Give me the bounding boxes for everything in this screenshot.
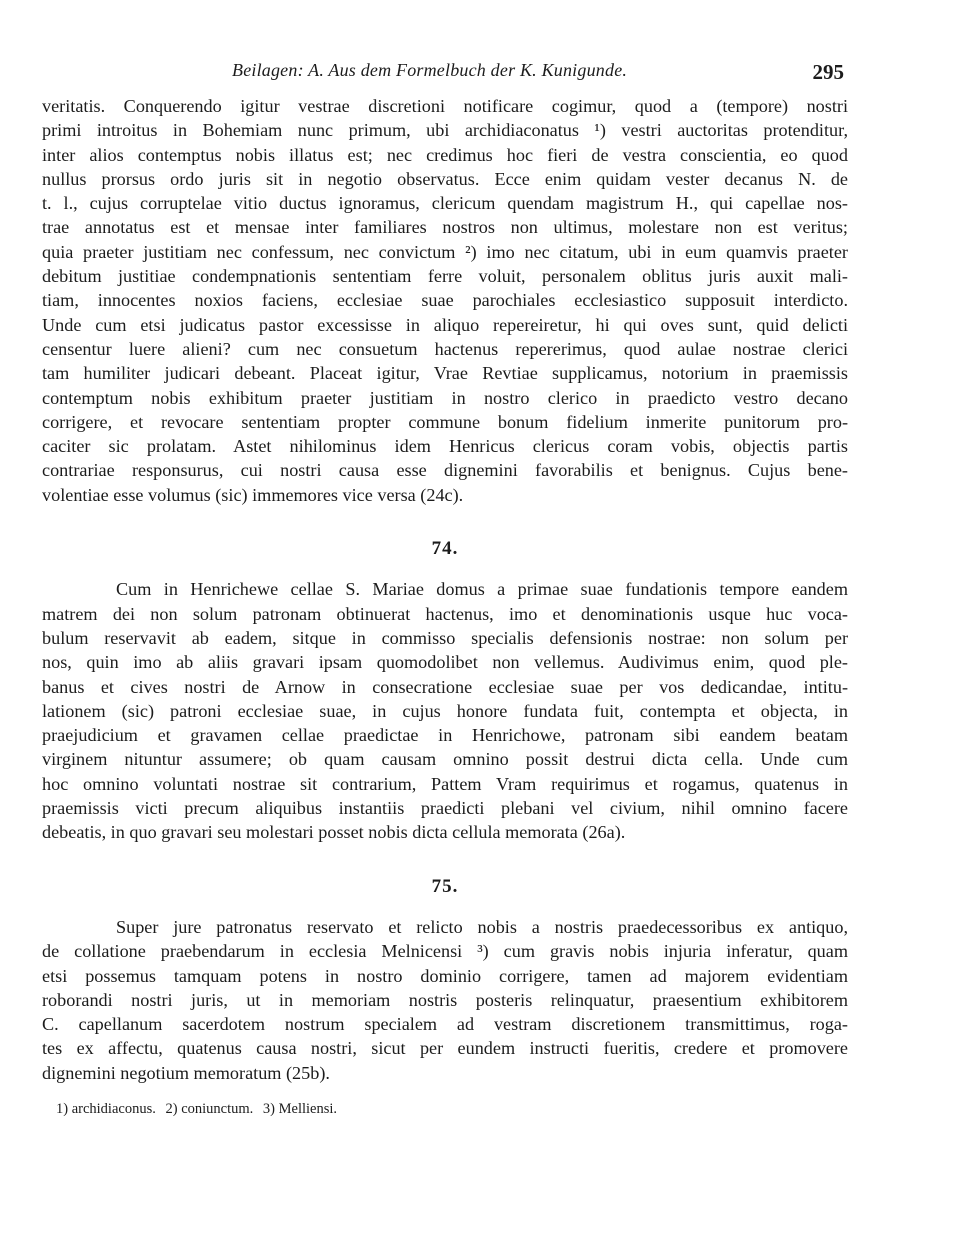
text-line: tes ex affectu, quatenus causa nostri, sicut per eundem instructi fueritis, credere et promovere xyxy=(42,1038,848,1059)
book-page xyxy=(42,60,848,1119)
text-line: contrariae responsurus, cui nostri causa esse dignemini favorabilis et benignus. Cujus bene- xyxy=(42,460,848,481)
text-line: debeatis, in quo gravari seu molestari posset nobis dicta cellula memorata (26a). xyxy=(42,822,626,843)
text-line: dignemini negotium memoratum (25b). xyxy=(42,1062,330,1083)
text-line: praejudicium et gravamen cellae praedictae in Henrichowe, patronam sibi eandem beatam xyxy=(42,725,848,746)
text-line: veritatis. Conquerendo igitur vestrae discretioni notificare cogimur, quod a (tempore) nostri xyxy=(42,96,848,116)
text-line: corrigere, et revocare sententiam propter commune bonum fidelium inmerite punitorum pro- xyxy=(42,411,848,432)
footnote-2: 2) coniunctum. xyxy=(165,1100,254,1117)
text-line: primi introitus in Bohemiam nunc primum, ubi archidiaconatus ¹) vestri auctoritas protenditur, xyxy=(42,120,848,141)
text-line: Unde cum etsi judicatus pastor excessisse in aliquo repereiretur, hi qui oves sunt, quid delicti xyxy=(42,314,848,335)
text-line: debitum justitiae condempnationis sententiam ferre voluit, personalem oblitus juris auxit mali- xyxy=(42,266,848,287)
running-head xyxy=(42,60,848,90)
text-line: quia praeter justitiam nec confessum, nec convictum ²) imo nec citatum, ubi in eum quamvis praeter xyxy=(42,241,848,262)
text-line: Cum in Henrichewe cellae S. Mariae domus a primae suae fundationis tempore eandem xyxy=(116,579,848,600)
section-heading-75: 75. xyxy=(431,875,459,897)
footnote-1: 1) archidiaconus. xyxy=(56,1100,156,1117)
text-line: contemptum nobis exhibitum praeter justitiam in nostro clerico in praedicto vestro decano xyxy=(42,387,848,408)
text-line: trae annotatus est et mensae inter familiares nostros non ultimus, molestare non est veritus; xyxy=(42,217,848,238)
paragraph-75 xyxy=(42,915,848,1085)
text-line: praemissis victi precum aliquibus instantiis praedicti plebani vel civium, nihil omnino facere xyxy=(42,798,848,819)
text-line: nos, quin imo ab aliis gravari ipsam quomodolibet non vellemus. Audivimus enim, quod ple- xyxy=(42,652,848,673)
text-line: inter alios contemptus nobis illatus est; nec credimus hoc fieri de vestra conscientia, eo quod xyxy=(42,144,848,165)
text-line: C. capellanum sacerdotem nostrum specialem ad vestram discretionem transmittimus, roga- xyxy=(42,1014,848,1035)
text-line: virginem nituntur assumere; ob quam causam omnino possit destrui dicta cella. Unde cum xyxy=(42,749,848,770)
paragraph-intro xyxy=(42,94,848,507)
text-line: bulum reservavit ab eadem, sitque in commisso specialis defensionis nostrae: non solum per xyxy=(42,627,848,648)
text-line: volentiae esse volumus (sic) immemores vice versa (24c). xyxy=(42,484,464,505)
text-line: hoc omnino voluntati nostrae sit contrarium, Pattem Vram requirimus et rogamus, quatenus in xyxy=(42,773,848,794)
footnotes xyxy=(42,1099,848,1119)
text-line: de collatione praebendarum in ecclesia Melnicensi ³) cum gravis nobis injuria inferatur, quam xyxy=(42,941,848,962)
text-line: matrem dei non solum patronam obtinuerat hactenus, imo et denominationis usque huc voca- xyxy=(42,603,848,624)
footnote-3: 3) Melliensi. xyxy=(262,1100,338,1117)
section-heading-74: 74. xyxy=(431,538,459,560)
text-line: tiam, innocentes noxios faciens, ecclesiae suae parochiales ecclesiastico supposuit interdicto. xyxy=(42,290,848,311)
text-line: banus et cives nostri de Arnow in consecratione ecclesiae suae per vos dedicandae, intitu- xyxy=(42,676,848,697)
body-text xyxy=(42,94,848,1085)
paragraph-74 xyxy=(42,577,848,844)
text-line: lationem (sic) patroni ecclesiae suae, in cujus honore fundata fuit, contempta et objecta, in xyxy=(42,700,848,721)
text-line: tam humiliter judicari debeant. Placeat igitur, Vrae Revtiae supplicamus, notorium in praemissis xyxy=(42,363,848,384)
text-line: nullus prorsus ordo juris sit in negotio observatus. Ecce enim quidam vester decanus N. de xyxy=(42,168,848,189)
text-line: censentur luere alieni? cum nec consuetum hactenus repererimus, quod aulae nostrae clerici xyxy=(42,338,848,359)
text-line: etsi possemus tamquam potens in nostro dominio corrigere, tamen ad majorem evidentiam xyxy=(42,965,848,986)
running-title: Beilagen: A. Aus dem Formelbuch der K. Kunigunde. xyxy=(232,60,628,80)
text-line: Super jure patronatus reservato et relicto nobis a nostris praedecessoribus ex antiquo, xyxy=(116,916,848,937)
text-line: caciter sic prolatam. Astet nihilominus idem Henricus clericus coram vobis, objectis partis xyxy=(42,436,848,457)
text-line: t. l., cujus corruptelae vitio ductus ignoramus, clericum quendam magistrum H., qui capellae nos- xyxy=(42,193,848,214)
text-line: roborandi nostri juris, ut in memoriam nostris posteris relinquatur, praesentium exhibitorem xyxy=(42,989,848,1010)
page-number: 295 xyxy=(812,60,844,84)
